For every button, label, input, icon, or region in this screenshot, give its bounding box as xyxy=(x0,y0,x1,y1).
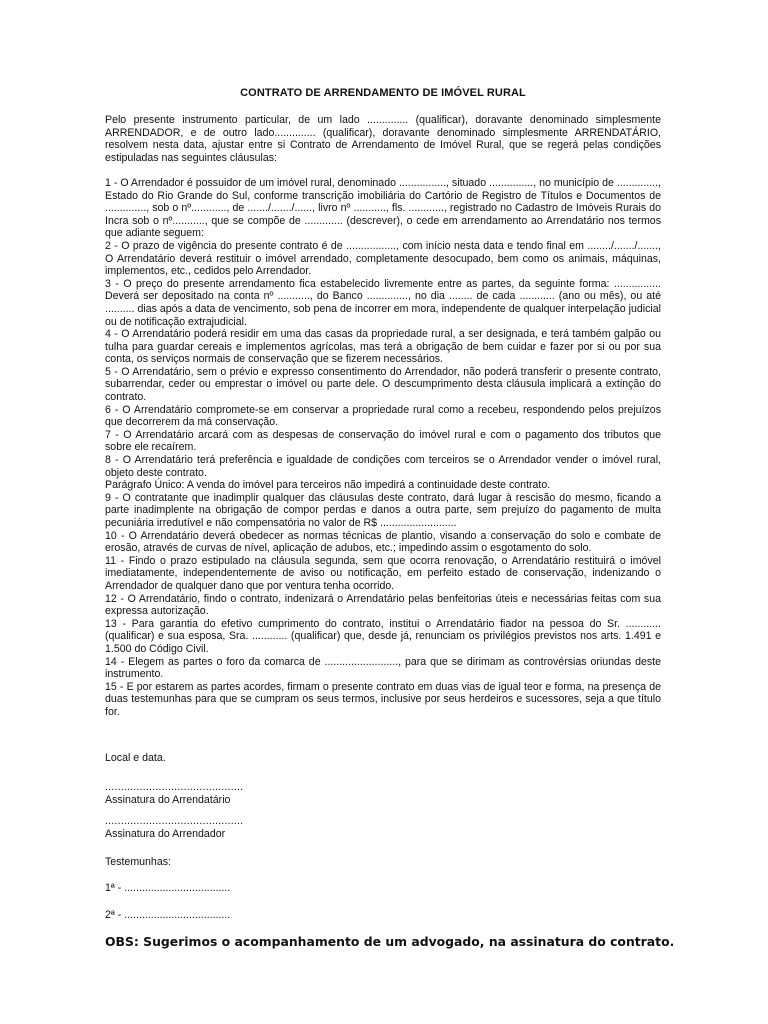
witnesses-heading: Testemunhas: xyxy=(105,856,171,868)
signature-arrendatario xyxy=(105,781,243,806)
paragrafo-unico: Parágrafo Único: A venda do imóvel para terceiros não impedirá a continuidade deste contrato. xyxy=(105,479,551,492)
document-title: CONTRATO DE ARRENDAMENTO DE IMÓVEL RURAL xyxy=(240,87,526,99)
signature-line: ............................................ xyxy=(105,781,244,793)
signature-line: ............................................ xyxy=(105,815,244,827)
intro-paragraph: Pelo presente instrumento particular, de um lado .............. (qualificar), doravante denominado simplesmente ARRENDADOR, e de outro lado.............. (qualificar), doravante denominado simplesmente ARRENDATÁRIO, resolvem nesta data, ajustar entre si Contrato de Arrendamento de Imóvel Rural, que se regerá pelas condições estipuladas nas seguintes cláusulas: xyxy=(105,114,661,164)
clause-2: 2 - O prazo de vigência do presente contrato é de ................., com início nesta data e tendo final em ......../......./......., O Arrendatário deverá restituir o imóvel arrendado, completamente desocupado, bem como os animais, máquinas, implementos, etc., cedidos pelo Arrendador. xyxy=(105,239,661,278)
signature-label: Assinatura do Arrendatário xyxy=(105,793,231,806)
obs-note: OBS: Sugerimos o acompanhamento de um advogado, na assinatura do contrato. xyxy=(105,934,675,949)
clause-8: 8 - O Arrendatário terá preferência e igualdade de condições com terceiros se o Arrendador vender o imóvel rural, objeto deste contrato. xyxy=(105,454,661,479)
clause-1: 1 - O Arrendador é possuidor de um imóvel rural, denominado ................, situado ..............., no município de .............., Estado do Rio Grande do Sul, conforme transcrição imobiliária do Cartório de Registro de Títulos e Documentos de .............., sob o nº............, de ......./......./......, livro nº ..........., fls. ............, registrado no Cadastro de Imóveis Rurais do Incra sob o nº..........., que se compõe de ............. (descrever), o cede em arrendamento ao Arrendatário nos termos que adiante seguem: xyxy=(105,176,661,240)
clause-14: 14 - Elegem as partes o foro da comarca de ........................., para que se dirimam as controvérsias oriundas deste instrumento. xyxy=(105,655,661,681)
local-and-date: Local e data. xyxy=(105,752,166,764)
signature-label: Assinatura do Arrendador xyxy=(105,827,226,840)
signature-arrendador xyxy=(105,815,243,840)
clause-3: 3 - O preço do presente arrendamento fica estabelecido livremente entre as partes, da seguinte forma: ................ Deverá ser depositado na conta nº ..........., do Banco .............., no dia ........ de cada ............ (ano ou mês), ou até .......... dias após a data de vencimento, sob pena de incorrer em mora, independente de qualquer interpelação judicial ou de notificação extrajudicial. xyxy=(105,277,661,328)
witness-2-line: 2ª - .................................... xyxy=(105,909,231,921)
clause-5: 5 - O Arrendatário, sem o prévio e expresso consentimento do Arrendador, não poderá transferir o presente contrato, subarrendar, ceder ou emprestar o imóvel ou parte dele. O descumprimento desta cláusula implicará a extinção do contrato. xyxy=(105,365,661,404)
contract-body xyxy=(105,114,661,719)
clause-10: 10 - O Arrendatário deverá obedecer as normas técnicas de plantio, visando a conservação do solo e combate de erosão, através de curvas de nível, aplicação de adubos, etc.; impedindo assim o esgotamento do solo. xyxy=(105,529,661,555)
clause-12: 12 - O Arrendatário, findo o contrato, indenizará o Arrendatário pelas benfeitorias úteis e necessárias feitas com sua expressa autorização. xyxy=(105,592,661,618)
clause-9: 9 - O contratante que inadimplir qualquer das cláusulas deste contrato, dará lugar à rescisão do mesmo, ficando a parte inadimplente na obrigação de compor perdas e danos a outra parte, sem prejuízo do pagamento de multa pecuniária irredutível e não compensatória no valor de R$ .......................... xyxy=(105,491,661,529)
clause-6: 6 - O Arrendatário compromete-se em conservar a propriedade rural como a recebeu, respondendo pelos prejuízos que decorrerem da má conservação. xyxy=(105,403,661,429)
clause-15: 15 - E por estarem as partes acordes, firmam o presente contrato em duas vias de igual teor e forma, na presença de duas testemunhas para que se cumpram os seus termos, inclusive por seus herdeiros e sucessores, seja a que título for. xyxy=(105,680,661,718)
clause-4: 4 - O Arrendatário poderá residir em uma das casas da propriedade rural, a ser designada, e terá também galpão ou tulha para guardar cereais e implementos agrícolas, mas terá a obrigação de bem cuidar e fazer por si ou por sua conta, os serviços normais de conservação que se fizerem necessários. xyxy=(105,328,661,366)
clause-7: 7 - O Arrendatário arcará com as despesas de conservação do imóvel rural e com o pagamento dos tributos que sobre ele recaírem. xyxy=(105,428,661,454)
clause-13: 13 - Para garantia do efetivo cumprimento do contrato, institui o Arrendatário fiador na pessoa do Sr. ............ (qualificar) e sua esposa, Sra. ............ (qualificar) que, desde já, renunciam os privilégios previstos nos arts. 1.491 e 1.500 do Código Civil. xyxy=(105,617,661,655)
witness-1-line: 1ª - .................................... xyxy=(105,882,231,894)
clause-11: 11 - Findo o prazo estipulado na cláusula segunda, sem que ocorra renovação, o Arrendatário restituirá o imóvel imediatamente, independentemente de aviso ou notificação, em perfeito estado de conservação, indenizando o Arrendador de qualquer dano que por ventura tenha ocorrido. xyxy=(105,554,661,592)
